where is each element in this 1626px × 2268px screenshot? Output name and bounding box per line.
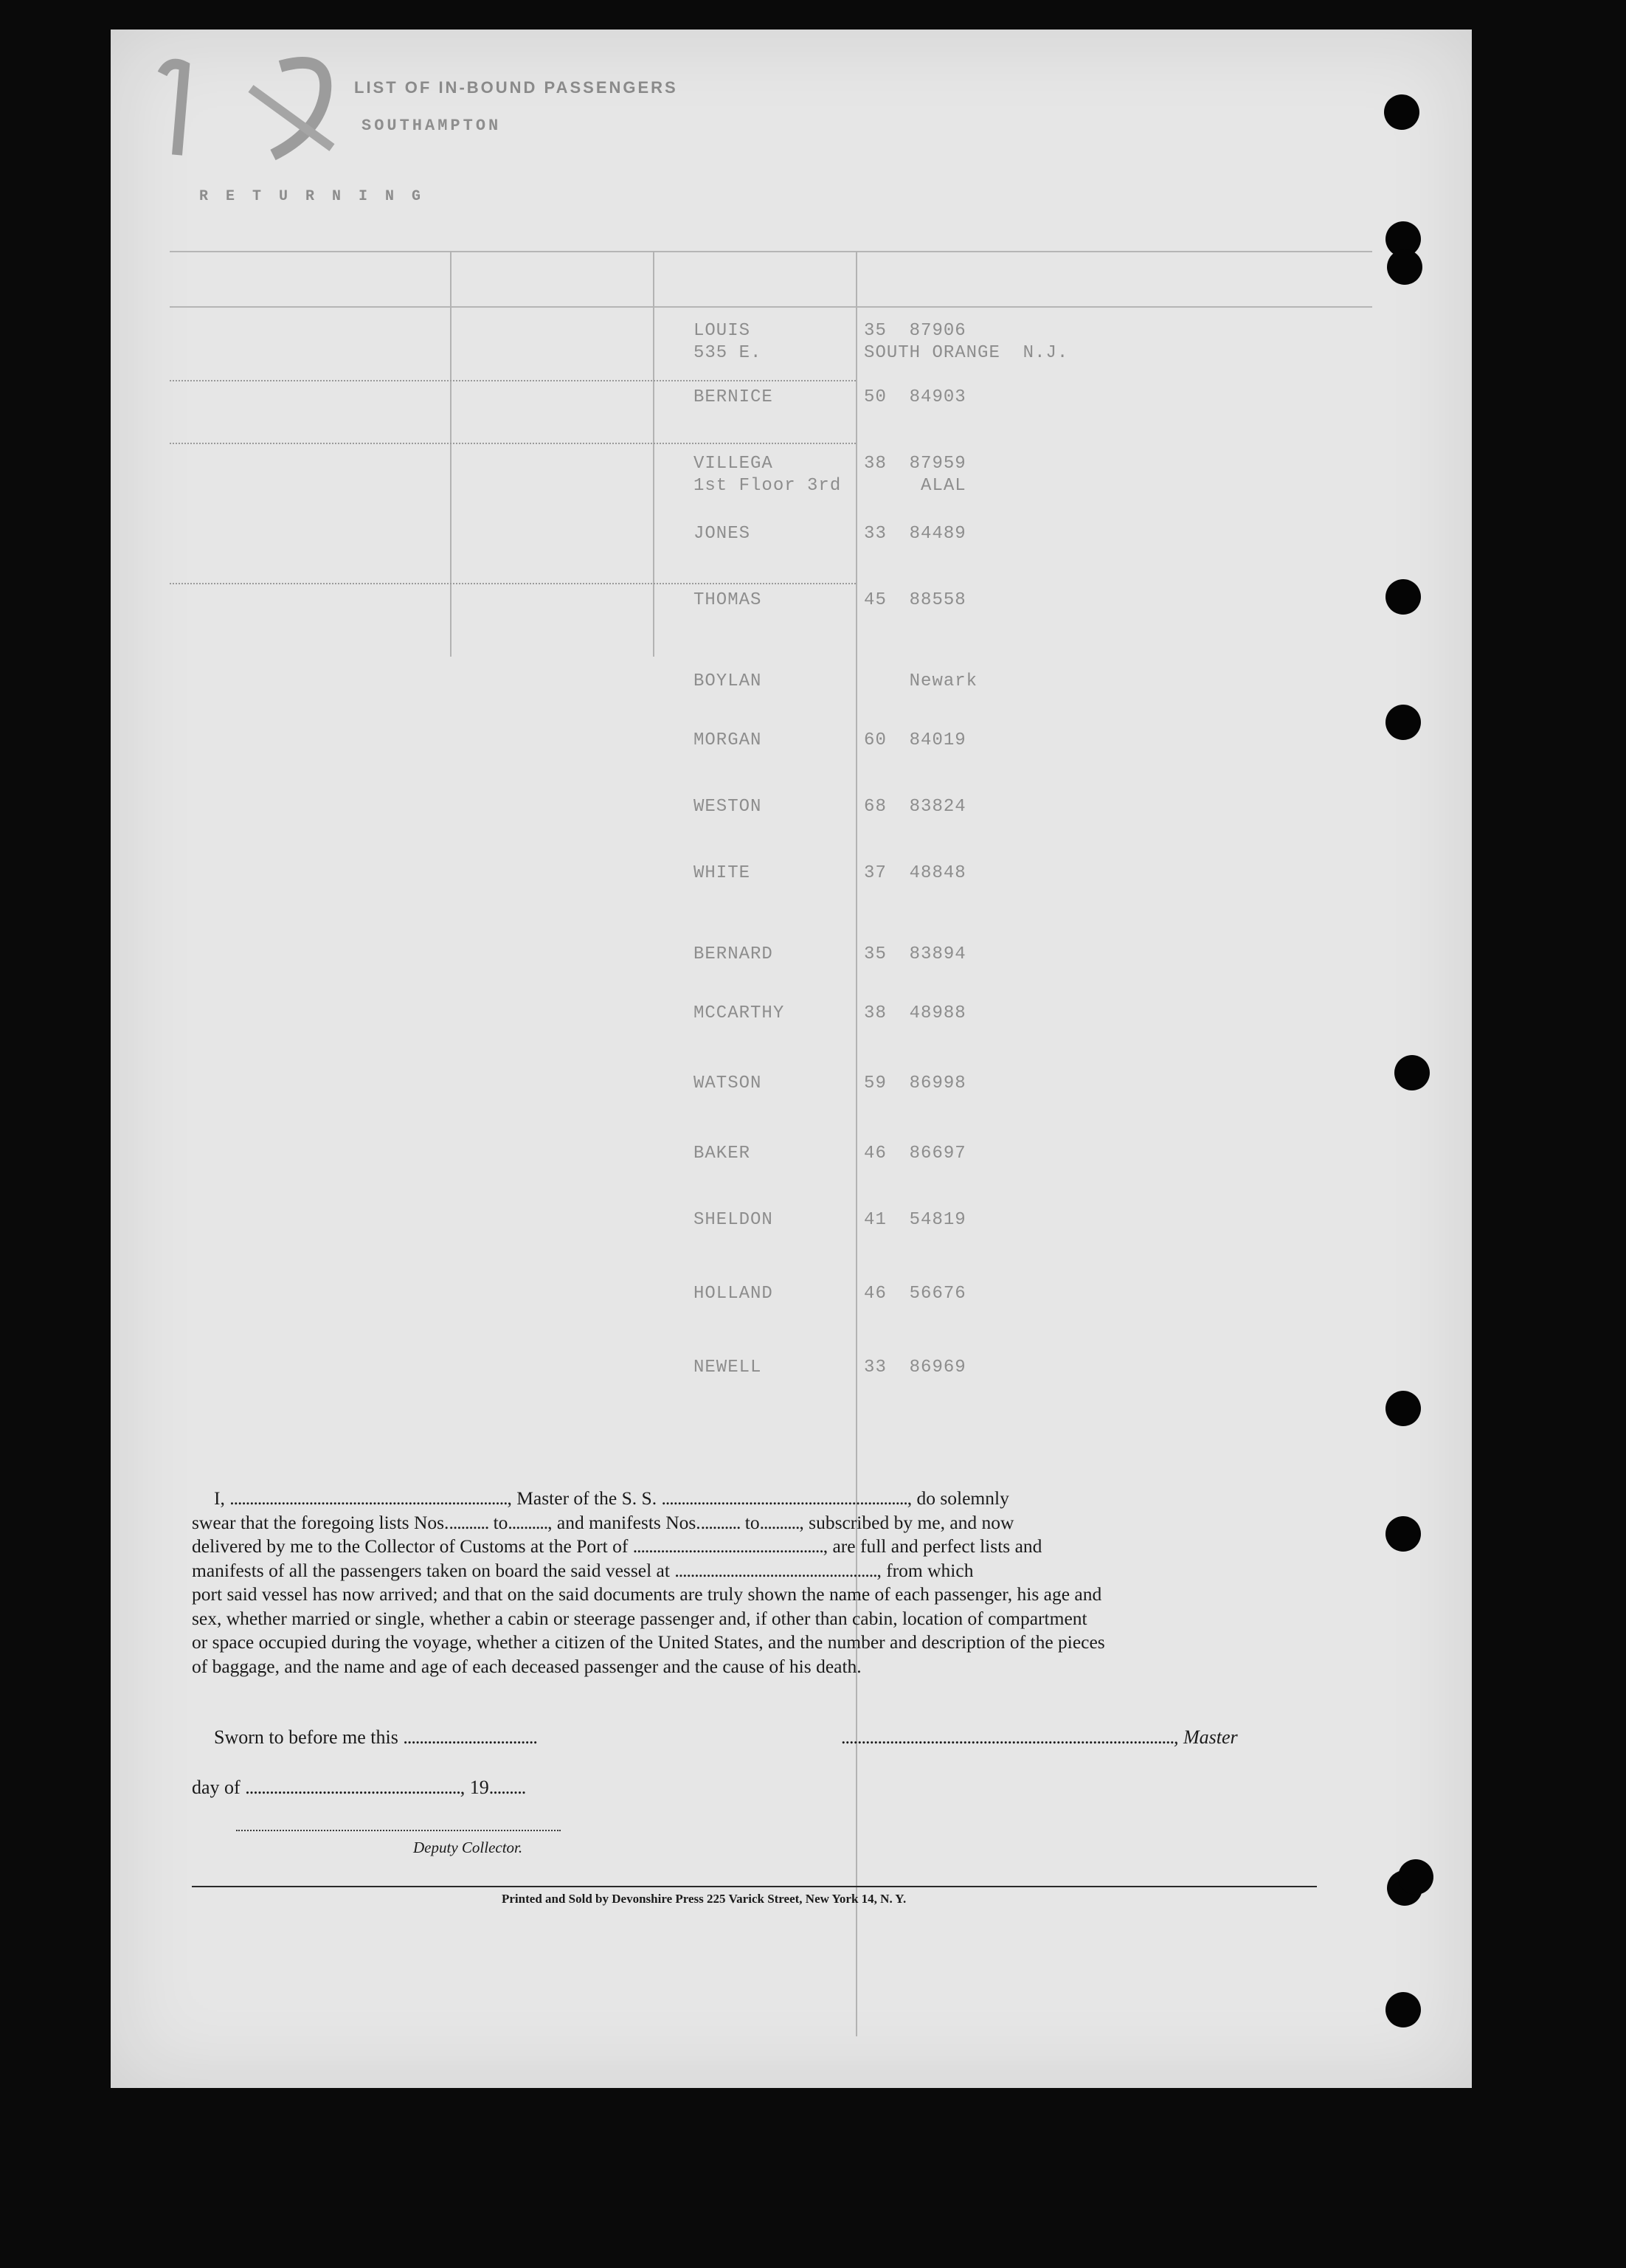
oath-text: , do solemnly xyxy=(907,1487,1009,1509)
sworn-line: Sworn to before me this ................................. xyxy=(214,1726,537,1748)
ledger-row: MCCARTHY 38 48988 xyxy=(693,1003,966,1023)
oath-line: swear that the foregoing lists Nos........... to.........., and manifests Nos........... to.........., subscribed by me, and now xyxy=(192,1511,1014,1533)
year-label: , 19 xyxy=(460,1777,489,1798)
oath-line: of baggage, and the name and age of each deceased passenger and the cause of his death. xyxy=(192,1655,862,1677)
row-rule xyxy=(170,443,856,444)
ledger-row: THOMAS 45 88558 xyxy=(693,590,966,610)
oath-text: to xyxy=(744,1511,760,1533)
header-rule xyxy=(170,251,1372,252)
footer-rule xyxy=(192,1886,1317,1887)
oath-text: to xyxy=(493,1511,508,1533)
ledger-row: BAKER 46 86697 xyxy=(693,1144,966,1164)
ledger-row: WATSON 59 86998 xyxy=(693,1074,966,1093)
oath-text: , Master of the S. S. xyxy=(507,1487,657,1509)
ledger-row: 535 E. SOUTH ORANGE N.J. xyxy=(693,343,1069,363)
oath-text: delivered by me to the Collector of Customs at the Port of xyxy=(192,1535,629,1557)
header-rule-lower xyxy=(170,306,1372,308)
punch-hole xyxy=(1387,249,1422,285)
punch-hole xyxy=(1398,1859,1433,1895)
ledger-row: LOUIS 35 87906 xyxy=(693,321,966,341)
punch-hole xyxy=(1385,705,1421,740)
day-of-label: day of xyxy=(192,1777,241,1798)
punch-hole xyxy=(1394,1055,1430,1090)
punch-hole xyxy=(1385,1992,1421,2027)
deputy-collector-label: Deputy Collector. xyxy=(413,1839,523,1856)
ledger-row: JONES 33 84489 xyxy=(693,524,966,544)
row-rule xyxy=(170,380,856,381)
column-divider xyxy=(450,251,452,657)
punch-hole xyxy=(1385,1516,1421,1552)
manifest-page xyxy=(111,30,1472,2088)
faded-header-subtitle: SOUTHAMPTON xyxy=(361,117,502,135)
ledger-row: WHITE 37 48848 xyxy=(693,863,966,883)
ledger-row: HOLLAND 46 56676 xyxy=(693,1284,966,1304)
oath-text: manifests of all the passengers taken on board the said vessel at xyxy=(192,1559,670,1581)
oath-line: or space occupied during the voyage, whether a citizen of the United States, and the number and description of the pieces xyxy=(192,1631,1105,1653)
ledger-row: 1st Floor 3rd ALAL xyxy=(693,476,966,496)
oath-text: I, xyxy=(214,1487,225,1509)
page-number-stamp xyxy=(140,44,361,170)
faded-header-title: LIST OF IN-BOUND PASSENGERS xyxy=(354,78,678,97)
ledger-row: BERNARD 35 83894 xyxy=(693,944,966,964)
ledger-row: BERNICE 50 84903 xyxy=(693,387,966,407)
sworn-label: Sworn to before me this xyxy=(214,1726,398,1748)
ledger-row: SHELDON 41 54819 xyxy=(693,1210,966,1230)
oath-text: , and manifests Nos. xyxy=(547,1511,701,1533)
ledger-row: MORGAN 60 84019 xyxy=(693,730,966,750)
oath-text: , subscribed by me, and now xyxy=(799,1511,1014,1533)
row-rule xyxy=(170,583,856,584)
oath-line: I, ......................................................................, Master of the S. S. .............................................................., do solemnly xyxy=(192,1487,1328,1511)
punch-hole xyxy=(1385,579,1421,615)
punch-hole xyxy=(1385,1391,1421,1426)
master-signature-line: .................................................................................., Master xyxy=(841,1726,1238,1748)
master-label: , Master xyxy=(1174,1726,1238,1748)
master-oath-paragraph xyxy=(192,1487,1328,1678)
oath-line: sex, whether married or single, whether a cabin or steerage passenger and, if other than cabin, location of compartment xyxy=(192,1607,1087,1629)
oath-text: , from which xyxy=(876,1559,974,1581)
ledger-row: BOYLAN Newark xyxy=(693,671,978,691)
column-divider xyxy=(653,251,654,657)
oath-text: swear that the foregoing lists Nos. xyxy=(192,1511,449,1533)
punch-hole xyxy=(1384,94,1419,130)
deputy-signature-line xyxy=(236,1830,561,1831)
oath-line: manifests of all the passengers taken on board the said vessel at ..................................................., from which xyxy=(192,1559,974,1581)
oath-line: delivered by me to the Collector of Customs at the Port of ................................................, are full and perfect lists and xyxy=(192,1535,1042,1557)
oath-text: , are full and perfect lists and xyxy=(823,1535,1042,1557)
oath-line: port said vessel has now arrived; and that on the said documents are truly shown the name of each passenger, his age and xyxy=(192,1583,1102,1605)
day-of-line: day of ....................................................., 19......... xyxy=(192,1777,526,1798)
faded-header-returning: R E T U R N I N G xyxy=(199,188,426,205)
ledger-row: NEWELL 33 86969 xyxy=(693,1358,966,1377)
ledger-row: VILLEGA 38 87959 xyxy=(693,454,966,474)
ledger-row: WESTON 68 83824 xyxy=(693,797,966,817)
printer-imprint: Printed and Sold by Devonshire Press 225 Varick Street, New York 14, N. Y. xyxy=(502,1892,907,1906)
